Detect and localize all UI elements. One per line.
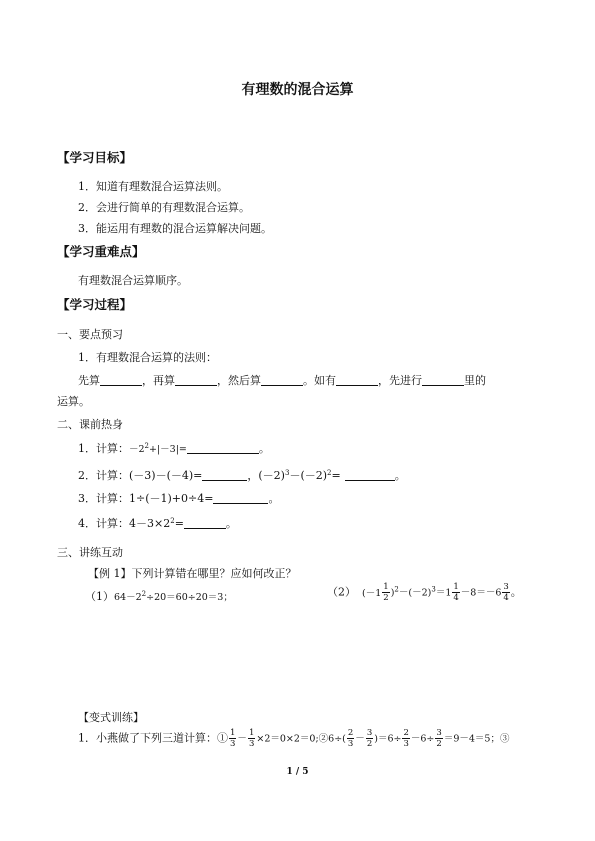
- answer-blank[interactable]: [345, 468, 395, 481]
- answer-blank[interactable]: [213, 491, 268, 504]
- fraction: $\frac{3}{4}$: [503, 582, 509, 603]
- fill-text: 里的: [464, 374, 486, 387]
- answer-blank[interactable]: [336, 373, 378, 386]
- fill-in-line: [78, 372, 486, 388]
- example-1-prompt: 【例 1】下列计算错在哪里？应如何改正？: [88, 567, 297, 580]
- answer-blank[interactable]: [187, 441, 259, 454]
- example-1-item-1: $(1)64-2^2\div 20=60\div 20=3$；: [85, 590, 233, 603]
- fraction: $\frac{3}{2}$: [436, 728, 442, 749]
- warmup-question-1: 1．计算：$-2^2+|-3|=$ 。: [78, 442, 270, 455]
- part2-heading: 二、课前热身: [57, 418, 123, 431]
- answer-blank[interactable]: [261, 373, 303, 386]
- warmup-question-2: 2．计算：(－3)－(－4)= ，$(-2)^3-(-2)^2=$ 。: [78, 469, 406, 482]
- page-title: 有理数的混合运算: [241, 82, 354, 98]
- warmup-question-4: 4．计算：$4-3\times 2^2=$ 。: [78, 517, 237, 530]
- objectives-heading: 【学习目标】: [57, 150, 133, 165]
- answer-blank[interactable]: [175, 373, 217, 386]
- variant-heading: 【变式训练】: [78, 711, 144, 724]
- example-1-item-2: （2） (－1 $\frac{1}{2}$ )$^2-(-2)^3=1$ $\frac{1}{4}$ －8＝－6 $\frac{3}{4}$ 。: [327, 582, 522, 603]
- fill-text: 。如有: [303, 374, 336, 387]
- fraction: $\frac{1}{2}$: [383, 582, 389, 603]
- key-points-text: 有理数混合运算顺序。: [78, 274, 188, 287]
- fraction: $\frac{1}{3}$: [230, 728, 236, 749]
- fraction: $\frac{2}{3}$: [403, 728, 409, 749]
- answer-blank[interactable]: [100, 373, 142, 386]
- fraction: $\frac{2}{3}$: [347, 728, 354, 749]
- fill-text: 先算: [78, 374, 100, 387]
- process-heading: 【学习过程】: [57, 297, 133, 312]
- fill-text: ，然后算: [217, 374, 261, 387]
- fraction: $\frac{1}{3}$: [248, 728, 255, 749]
- objective-item: 2．会进行简单的有理数混合运算。: [78, 201, 250, 214]
- fill-line-end: 运算。: [57, 395, 90, 408]
- answer-blank[interactable]: [184, 516, 226, 529]
- objective-item: 3．能运用有理数的混合运算解决问题。: [78, 222, 272, 235]
- warmup-question-3: 3．计算：1÷(－1)+0÷4= 。: [78, 492, 280, 505]
- page-number: 1 / 5: [286, 767, 309, 777]
- answer-blank[interactable]: [202, 468, 247, 481]
- fill-text: ，先进行: [378, 374, 422, 387]
- fraction: $\frac{3}{2}$: [366, 728, 373, 749]
- part1-question: 1．有理数混合运算的法则：: [78, 351, 217, 364]
- fill-text: ，再算: [142, 374, 175, 387]
- variant-question-1: 1．小燕做了下列三道计算：① $\frac{1}{3}$ － $\frac{1}{3}$ ×2＝0×2＝0;②6÷( $\frac{2}{3}$ － $\frac{3}{2}$ )＝6÷ $\frac{2}{3}$ －6÷ $\frac{3}{2}$ ＝9－4＝5；③: [78, 728, 510, 749]
- answer-blank[interactable]: [422, 373, 464, 386]
- part3-heading: 三、讲练互动: [57, 546, 123, 559]
- fraction: $\frac{1}{4}$: [453, 582, 459, 603]
- key-points-heading: 【学习重难点】: [57, 244, 145, 259]
- objective-item: 1．知道有理数混合运算法则。: [78, 180, 228, 193]
- part1-heading: 一、要点预习: [57, 328, 123, 341]
